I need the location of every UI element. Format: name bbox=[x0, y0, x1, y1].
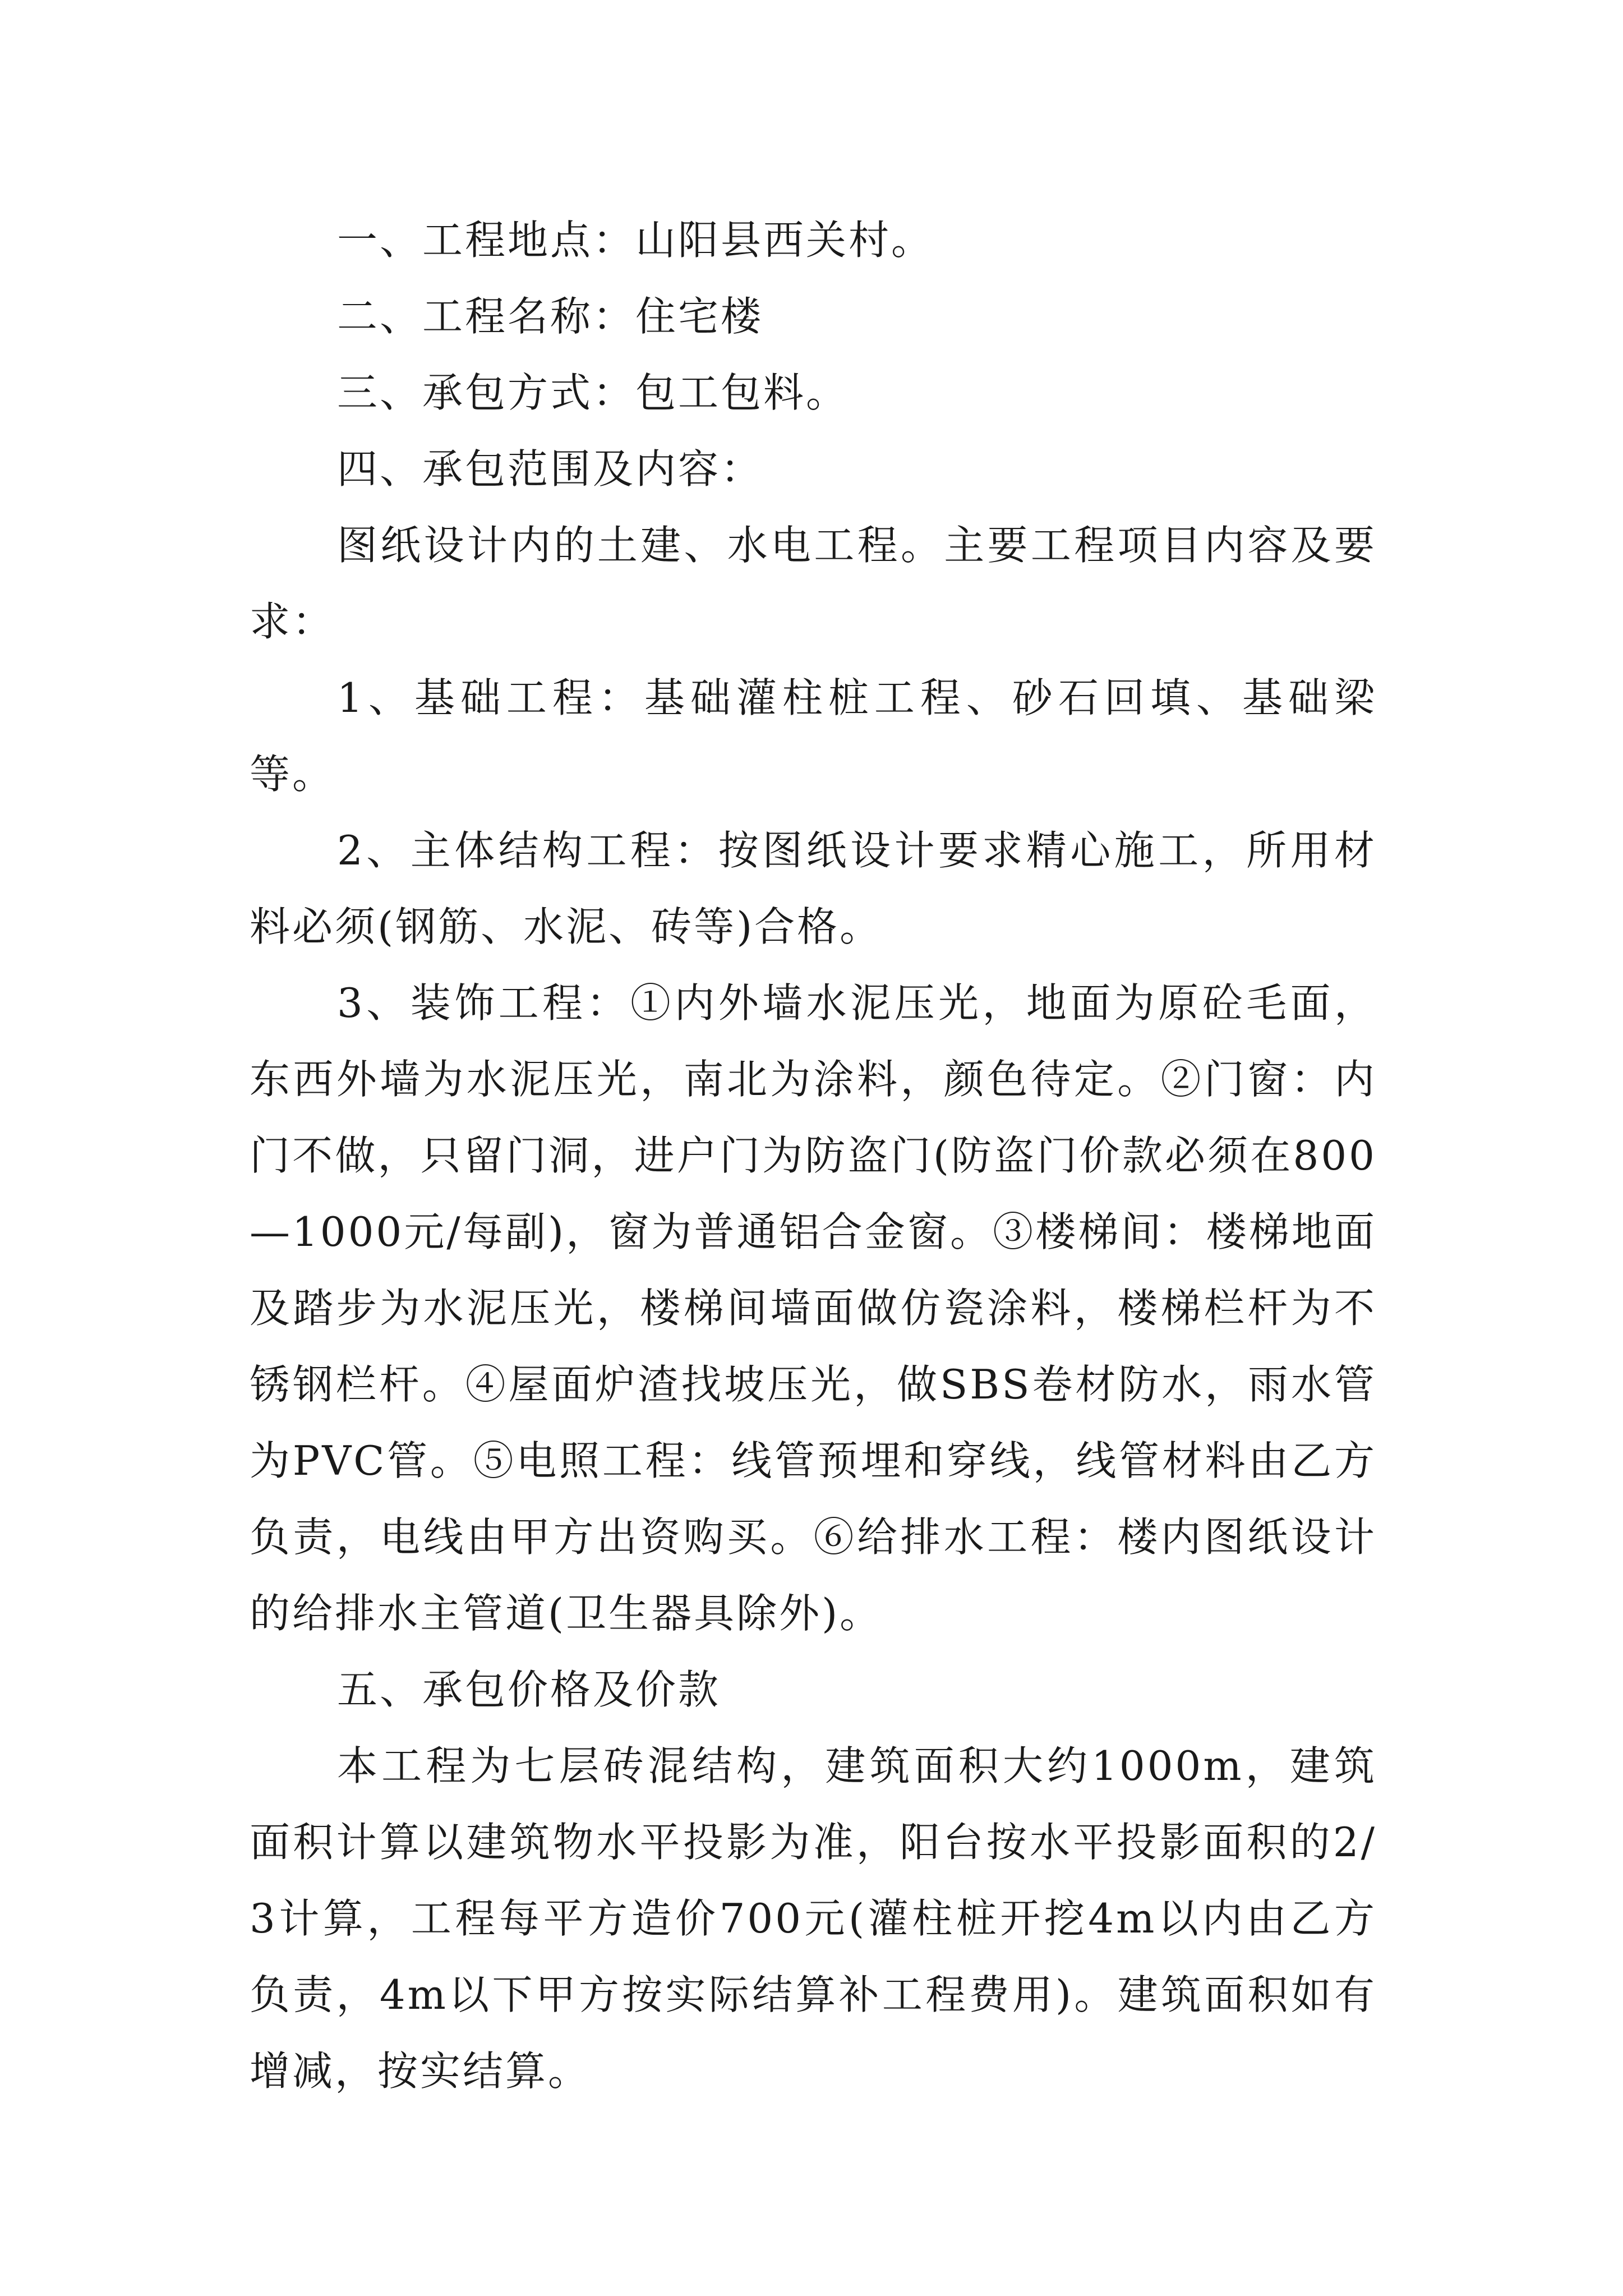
paragraph-price-details: 本工程为七层砖混结构，建筑面积大约1000m，建筑面积计算以建筑物水平投影为准，阳台按水平投影面积的2/3计算，工程每平方造价700元(灌柱桩开挖4m以内由乙方负责，4m以下甲方按实际结算补工程费用)。建筑面积如有增减，按实结算。 bbox=[250, 1742, 1377, 2095]
paragraph-project-location: 一、工程地点：山阳县西关村。 bbox=[337, 217, 934, 264]
document-page bbox=[250, 202, 1377, 2109]
paragraph-scope-heading: 四、承包范围及内容： bbox=[337, 445, 764, 493]
paragraph-scope-description: 图纸设计内的土建、水电工程。主要工程项目内容及要求： bbox=[250, 522, 1377, 645]
paragraph-foundation-works: 1、基础工程：基础灌柱桩工程、砂石回填、基础梁等。 bbox=[250, 674, 1377, 798]
paragraph-main-structure: 2、主体结构工程：按图纸设计要求精心施工，所用材料必须(钢筋、水泥、砖等)合格。 bbox=[250, 827, 1377, 950]
paragraph-price-heading: 五、承包价格及价款 bbox=[337, 1666, 721, 1713]
paragraph-project-name: 二、工程名称：住宅楼 bbox=[337, 293, 764, 340]
paragraph-contract-method: 三、承包方式：包工包料。 bbox=[337, 369, 849, 416]
paragraph-decoration-works: 3、装饰工程：①内外墙水泥压光，地面为原砼毛面，东西外墙为水泥压光，南北为涂料，颜色待定。②门窗：内门不做，只留门洞，进户门为防盗门(防盗门价款必须在800—1000元/每副)，窗为普通铝合金窗。③楼梯间：楼梯地面及踏步为水泥压光，楼梯间墙面做仿瓷涂料，楼梯栏杆为不锈钢栏杆。④屋面炉渣找坡压光，做SBS卷材防水，雨水管为PVC管。⑤电照工程：线管预埋和穿线，线管材料由乙方负责，电线由甲方出资购买。⑥给排水工程：楼内图纸设计的给排水主管道(卫生器具除外)。 bbox=[250, 979, 1377, 1637]
